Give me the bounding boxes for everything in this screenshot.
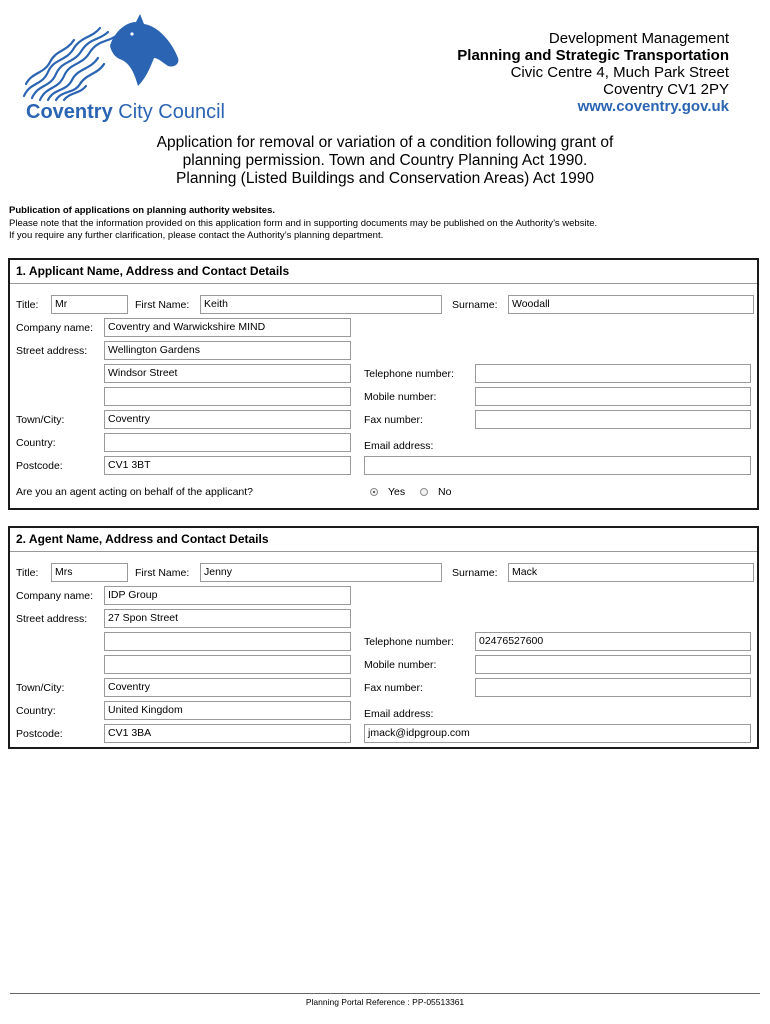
agent-street-line1-field[interactable]: 27 Spon Street: [104, 609, 351, 628]
agent-no-label: No: [438, 486, 452, 498]
applicant-telephone-field[interactable]: [475, 364, 751, 383]
street-address-label: Street address:: [16, 613, 88, 625]
form-title-line: planning permission. Town and Country Planning Act 1990.: [182, 152, 588, 169]
company-name-label: Company name:: [16, 590, 94, 602]
company-name-label: Company name:: [16, 322, 94, 334]
agent-street-line3-field[interactable]: [104, 655, 351, 674]
town-label: Town/City:: [16, 682, 65, 694]
section-divider: [10, 283, 757, 284]
surname-label: Surname:: [452, 299, 498, 311]
surname-label: Surname:: [452, 567, 498, 579]
first-name-label: First Name:: [135, 299, 190, 311]
email-label: Email address:: [364, 708, 434, 720]
first-name-label: First Name:: [135, 567, 190, 579]
applicant-section: [8, 258, 759, 510]
agent-yes-label: Yes: [388, 486, 406, 498]
mobile-label: Mobile number:: [364, 659, 437, 671]
horse-logo-icon: [18, 12, 228, 104]
telephone-label: Telephone number:: [364, 636, 454, 648]
agent-first-name-field[interactable]: Jenny: [200, 563, 442, 582]
applicant-email-field[interactable]: [364, 456, 751, 475]
council-name-light: City Council: [118, 101, 225, 123]
agent-title-field[interactable]: Mrs: [51, 563, 128, 582]
agent-question: Are you an agent acting on behalf of the applicant?: [16, 486, 254, 498]
address-line-street: Civic Centre 4, Much Park Street: [510, 64, 729, 81]
publication-notice: [9, 205, 761, 243]
form-title-line: Application for removal or variation of a condition following grant of: [156, 134, 614, 151]
council-address: [457, 30, 729, 115]
applicant-street-line3-field[interactable]: [104, 387, 351, 406]
applicant-section-heading: 1. Applicant Name, Address and Contact Details: [16, 264, 290, 278]
postcode-label: Postcode:: [16, 460, 63, 472]
applicant-street-line1-field[interactable]: Wellington Gardens: [104, 341, 351, 360]
address-line-division: Planning and Strategic Transportation: [457, 47, 729, 64]
agent-section-heading: 2. Agent Name, Address and Contact Details: [16, 532, 269, 546]
street-address-label: Street address:: [16, 345, 88, 357]
agent-no-radio[interactable]: [420, 488, 428, 496]
form-title-line: Planning (Listed Buildings and Conservation Areas) Act 1990: [176, 170, 594, 187]
mobile-label: Mobile number:: [364, 391, 437, 403]
country-label: Country:: [16, 437, 56, 449]
title-label: Title:: [16, 299, 39, 311]
applicant-street-line2-field[interactable]: Windsor Street: [104, 364, 351, 383]
applicant-country-field[interactable]: [104, 433, 351, 452]
council-name-bold: Coventry: [26, 101, 113, 123]
applicant-postcode-field[interactable]: CV1 3BT: [104, 456, 351, 475]
fax-label: Fax number:: [364, 414, 423, 426]
agent-yes-radio[interactable]: [370, 488, 378, 496]
notice-text: Please note that the information provided on this application form and in supporting documents may be published on the Authority’s website.: [9, 217, 598, 229]
agent-section: [8, 526, 759, 749]
applicant-town-field[interactable]: Coventry: [104, 410, 351, 429]
council-name: [26, 101, 225, 124]
agent-fax-field[interactable]: [475, 678, 751, 697]
title-label: Title:: [16, 567, 39, 579]
applicant-mobile-field[interactable]: [475, 387, 751, 406]
agent-surname-field[interactable]: Mack: [508, 563, 754, 582]
agent-town-field[interactable]: Coventry: [104, 678, 351, 697]
council-website-link[interactable]: www.coventry.gov.uk: [577, 98, 729, 115]
postcode-label: Postcode:: [16, 728, 63, 740]
notice-text: If you require any further clarification, please contact the Authority’s planning department.: [9, 230, 384, 241]
applicant-surname-field[interactable]: Woodall: [508, 295, 754, 314]
applicant-company-field[interactable]: Coventry and Warwickshire MIND: [104, 318, 351, 337]
applicant-first-name-field[interactable]: Keith: [200, 295, 442, 314]
town-label: Town/City:: [16, 414, 65, 426]
agent-email-field[interactable]: jmack@idpgroup.com: [364, 724, 751, 743]
section-divider: [10, 551, 757, 552]
agent-mobile-field[interactable]: [475, 655, 751, 674]
applicant-title-field[interactable]: Mr: [51, 295, 128, 314]
address-line-city: Coventry CV1 2PY: [603, 81, 729, 98]
email-label: Email address:: [364, 440, 434, 452]
agent-country-field[interactable]: United Kingdom: [104, 701, 351, 720]
agent-street-line2-field[interactable]: [104, 632, 351, 651]
form-title: [120, 134, 650, 188]
notice-title: Publication of applications on planning authority websites.: [9, 205, 276, 216]
fax-label: Fax number:: [364, 682, 423, 694]
country-label: Country:: [16, 705, 56, 717]
footer-divider: [10, 993, 760, 994]
agent-company-field[interactable]: IDP Group: [104, 586, 351, 605]
address-line-department: Development Management: [548, 30, 729, 47]
agent-postcode-field[interactable]: CV1 3BA: [104, 724, 351, 743]
portal-reference: Planning Portal Reference : PP-05513361: [305, 997, 465, 1007]
telephone-label: Telephone number:: [364, 368, 454, 380]
agent-telephone-field[interactable]: 02476527600: [475, 632, 751, 651]
applicant-fax-field[interactable]: [475, 410, 751, 429]
